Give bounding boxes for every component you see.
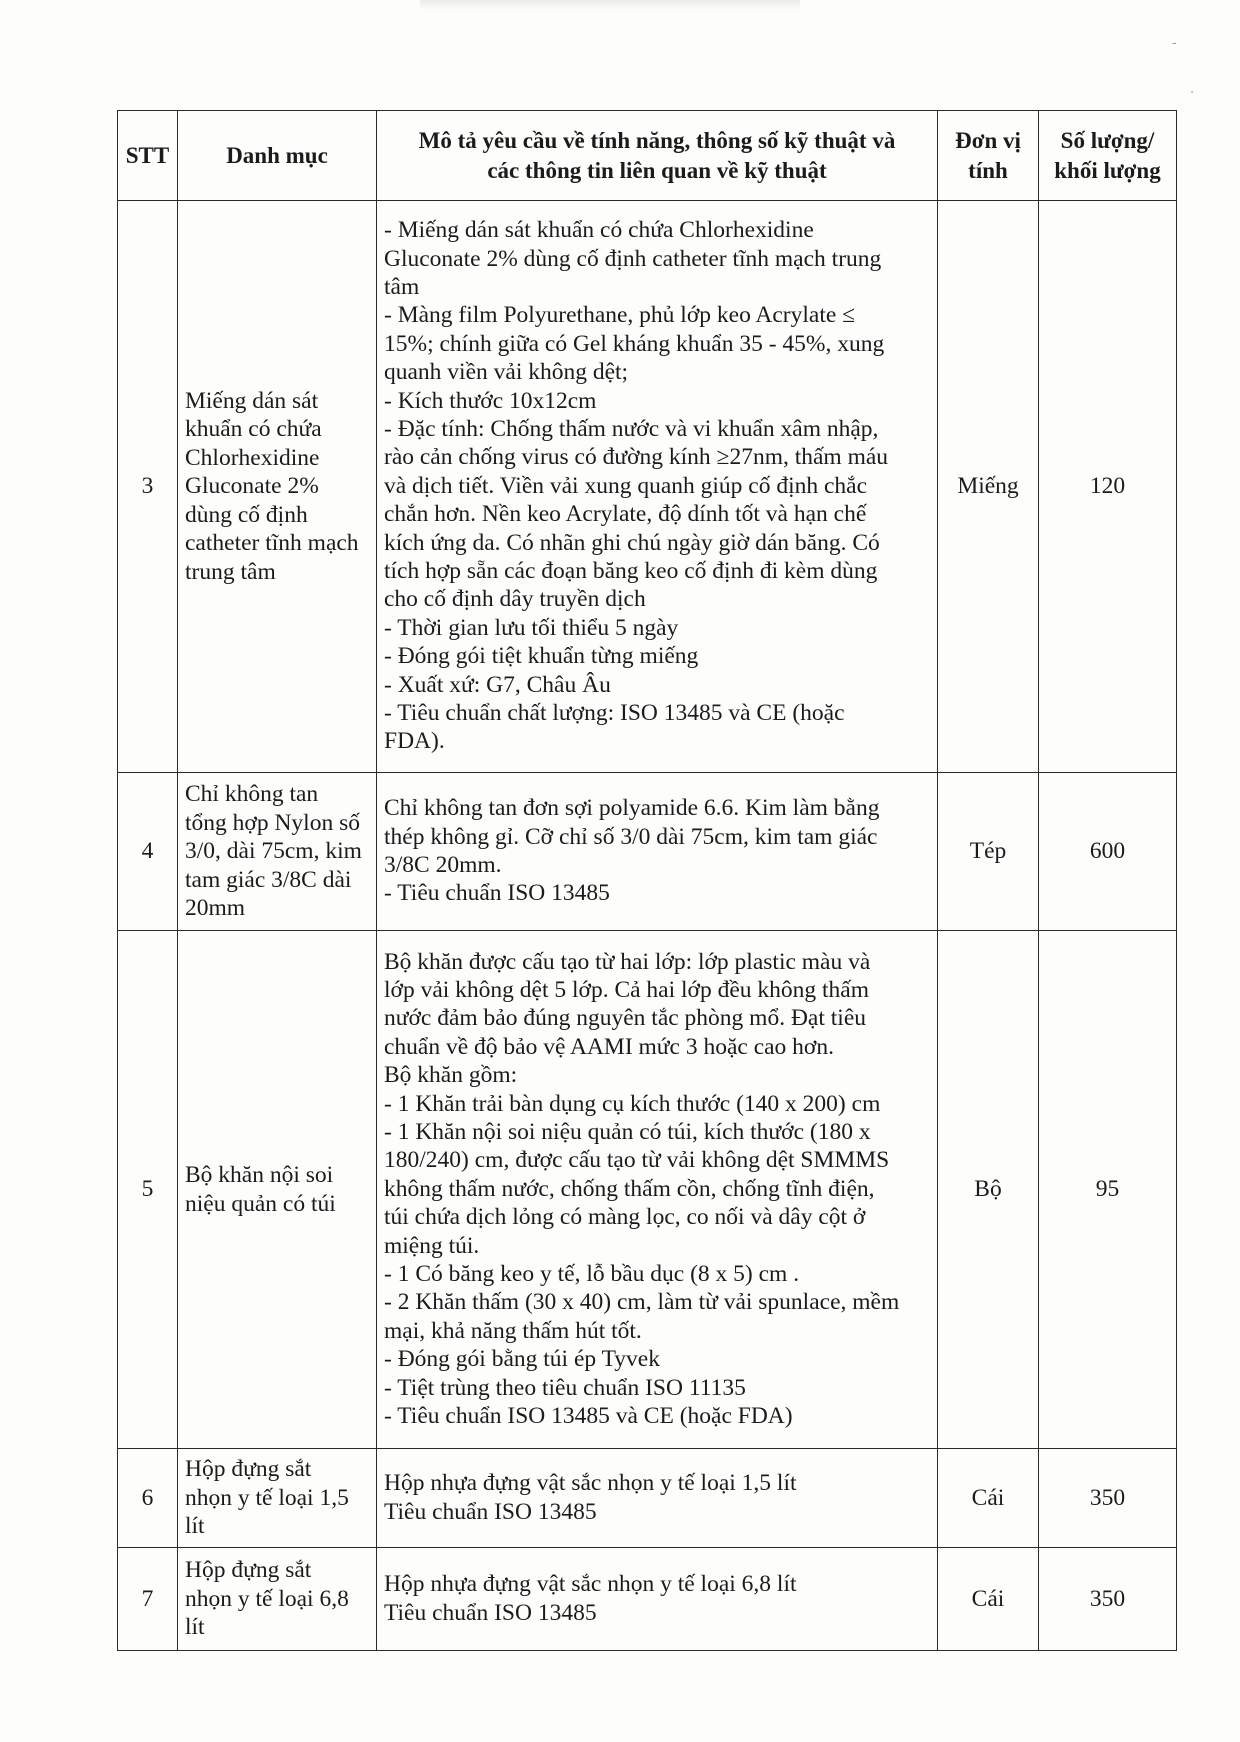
row-quantity: 600 <box>1039 773 1177 931</box>
description-line: tích hợp sẵn các đoạn băng keo cố định đi kèm dùng <box>384 558 878 585</box>
row-category <box>178 1449 377 1548</box>
description-line: Tiêu chuẩn ISO 13485 <box>384 1599 597 1626</box>
description-line: cho cố định dây truyền dịch <box>384 586 646 613</box>
row-category <box>178 201 377 773</box>
row-category <box>178 773 377 931</box>
header-quantity <box>1039 111 1177 201</box>
description-line: rào cản chống virus có đường kính ≥27nm, thấm máu <box>384 444 889 471</box>
row-stt: 5 <box>118 931 178 1449</box>
category-line: Gluconate 2% <box>185 473 319 500</box>
table-row <box>118 1449 1177 1548</box>
category-line: catheter tĩnh mạch <box>185 530 359 557</box>
category-line: Hộp đựng sắt <box>185 1557 312 1584</box>
row-stt: 4 <box>118 773 178 931</box>
table-body <box>118 201 1177 1651</box>
description-line: - 1 Khăn trải bàn dụng cụ kích thước (140 x 200) cm <box>384 1090 881 1117</box>
category-line: Hộp đựng sắt <box>185 1456 312 1483</box>
row-unit: Tép <box>938 773 1039 931</box>
row-unit: Miếng <box>938 201 1039 773</box>
description-line: miệng túi. <box>384 1232 480 1259</box>
row-stt: 3 <box>118 201 178 773</box>
category-line: Chỉ không tan <box>185 781 319 808</box>
description-line: - Đóng gói bằng túi ép Tyvek <box>384 1346 660 1373</box>
description-line: - Tiêu chuẩn ISO 13485 và CE (hoặc FDA) <box>384 1403 793 1430</box>
table-row <box>118 931 1177 1449</box>
row-description <box>377 1548 938 1651</box>
description-line: Chỉ không tan đơn sợi polyamide 6.6. Kim làm bằng <box>384 795 880 822</box>
description-line: không thấm nước, chống thấm cồn, chống tĩnh điện, <box>384 1175 875 1202</box>
row-quantity: 350 <box>1039 1548 1177 1651</box>
description-line: - 1 Có băng keo y tế, lỗ bầu dục (8 x 5) cm . <box>384 1261 800 1288</box>
category-line: Chlorhexidine <box>185 444 320 471</box>
table-header-row <box>118 111 1177 201</box>
category-line: trung tâm <box>185 558 276 585</box>
category-line: tam giác 3/8C dài <box>185 866 352 893</box>
description-line: - Tiêu chuẩn ISO 13485 <box>384 880 610 907</box>
category-line: Bộ khăn nội soi <box>185 1162 334 1189</box>
row-quantity: 350 <box>1039 1449 1177 1548</box>
description-line: - Xuất xứ: G7, Châu Âu <box>384 671 611 698</box>
description-line: lớp vải không dệt 5 lớp. Cả hai lớp đều không thấm <box>384 976 870 1003</box>
category-line: lít <box>185 1614 205 1641</box>
row-quantity: 95 <box>1039 931 1177 1449</box>
row-unit: Cái <box>938 1548 1039 1651</box>
description-line: nước đảm bảo đúng nguyên tắc phòng mổ. Đạt tiêu <box>384 1005 867 1032</box>
description-line: tâm <box>384 273 420 300</box>
header-unit <box>938 111 1039 201</box>
row-unit: Bộ <box>938 931 1039 1449</box>
row-quantity: 120 <box>1039 201 1177 773</box>
description-line: Hộp nhựa đựng vật sắc nhọn y tế loại 1,5 lít <box>384 1470 797 1497</box>
description-line: quanh viền vải không dệt; <box>384 359 629 386</box>
description-line: Hộp nhựa đựng vật sắc nhọn y tế loại 6,8 lít <box>384 1571 797 1598</box>
description-line: Tiêu chuẩn ISO 13485 <box>384 1498 597 1525</box>
category-line: Miếng dán sát <box>185 388 319 415</box>
row-description <box>377 201 938 773</box>
description-line: 3/8C 20mm. <box>384 852 502 878</box>
category-line: lít <box>185 1513 205 1540</box>
header-unit-line: Đơn vị <box>955 127 1021 153</box>
category-line: tổng hợp Nylon số <box>185 809 360 836</box>
header-quantity-line: Số lượng/ <box>1060 127 1155 153</box>
description-line: - 2 Khăn thấm (30 x 40) cm, làm từ vải spunlace, mềm <box>384 1289 900 1316</box>
description-line: chuẩn về độ bảo vệ AAMI mức 3 hoặc cao hơn. <box>384 1033 834 1060</box>
header-description <box>377 111 938 201</box>
description-line: - Kích thước 10x12cm <box>384 387 597 414</box>
technical-spec-table <box>117 110 1177 1651</box>
description-line: FDA). <box>384 728 445 755</box>
category-line: dùng cố định <box>185 501 308 528</box>
description-line: - Miếng dán sát khuẩn có chứa Chlorhexidine <box>384 217 814 244</box>
scan-speck: - <box>1172 36 1177 51</box>
row-stt: 6 <box>118 1449 178 1548</box>
description-line: 15%; chính giữa có Gel kháng khuẩn 35 - 45%, xung <box>384 330 885 357</box>
description-line: và dịch tiết. Viền vải xung quanh giúp cố định chắc <box>384 472 868 499</box>
description-line: Gluconate 2% dùng cố định catheter tĩnh mạch trung <box>384 245 882 272</box>
description-line: chắn hơn. Nền keo Acrylate, độ dính tốt và hạn chế <box>384 501 867 528</box>
header-unit-line: tính <box>968 157 1008 183</box>
description-line: - 1 Khăn nội soi niệu quản có túi, kích thước (180 x <box>384 1118 871 1145</box>
description-line: mại, khả năng thấm hút tốt. <box>384 1317 642 1344</box>
description-line: Bộ khăn được cấu tạo từ hai lớp: lớp plastic màu và <box>384 948 871 975</box>
description-line: - Tiệt trùng theo tiêu chuẩn ISO 11135 <box>384 1374 746 1401</box>
description-line: - Màng film Polyurethane, phủ lớp keo Acrylate ≤ <box>384 302 856 329</box>
description-line: - Tiêu chuẩn chất lượng: ISO 13485 và CE (hoặc <box>384 700 845 727</box>
description-line: - Đóng gói tiệt khuẩn từng miếng <box>384 643 699 670</box>
category-line: 3/0, dài 75cm, kim <box>185 838 362 865</box>
row-description <box>377 773 938 931</box>
header-category: Danh mục <box>178 111 377 201</box>
row-description <box>377 931 938 1449</box>
category-line: khuẩn có chứa <box>185 416 322 443</box>
header-quantity-line: khối lượng <box>1054 157 1161 183</box>
description-line: thép không gỉ. Cỡ chỉ số 3/0 dài 75cm, kim tam giác <box>384 823 878 850</box>
header-description-line: các thông tin liên quan về kỹ thuật <box>487 157 827 183</box>
scan-speck: . <box>1190 82 1195 97</box>
description-line: Bộ khăn gồm: <box>384 1062 518 1089</box>
category-line: nhọn y tế loại 6,8 <box>185 1585 349 1612</box>
row-stt: 7 <box>118 1548 178 1651</box>
category-line: 20mm <box>185 895 246 922</box>
description-line: - Thời gian lưu tối thiểu 5 ngày <box>384 614 679 641</box>
header-description-line: Mô tả yêu cầu về tính năng, thông số kỹ thuật và <box>418 127 896 153</box>
description-line: 180/240) cm, được cấu tạo từ vải không dệt SMMMS <box>384 1147 890 1174</box>
description-line: kích ứng da. Có nhãn ghi chú ngày giờ dán băng. Có <box>384 529 880 556</box>
category-line: niệu quản có túi <box>185 1190 336 1217</box>
row-unit: Cái <box>938 1449 1039 1548</box>
row-category <box>178 1548 377 1651</box>
scan-shadow <box>420 0 800 10</box>
row-category <box>178 931 377 1449</box>
description-line: - Đặc tính: Chống thấm nước và vi khuẩn xâm nhập, <box>384 415 879 442</box>
table-row <box>118 773 1177 931</box>
table-row <box>118 1548 1177 1651</box>
table-row <box>118 201 1177 773</box>
category-line: nhọn y tế loại 1,5 <box>185 1484 349 1511</box>
description-line: túi chứa dịch lỏng có màng lọc, co nối và dây cột ở <box>384 1204 866 1231</box>
header-stt: STT <box>118 111 178 201</box>
row-description <box>377 1449 938 1548</box>
